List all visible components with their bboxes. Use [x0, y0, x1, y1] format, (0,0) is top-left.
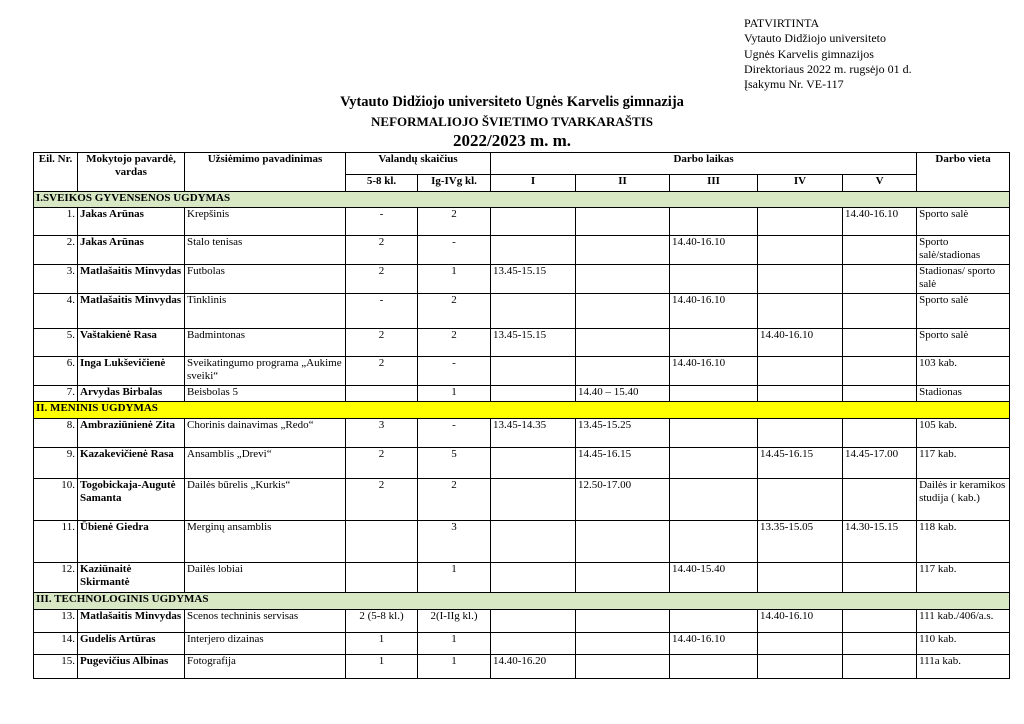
time-day-4 — [758, 294, 843, 329]
table-row — [34, 563, 1010, 593]
time-day-4 — [758, 357, 843, 386]
work-place: 118 kab. — [917, 521, 1010, 563]
teacher-name: Vaštakienė Rasa — [78, 329, 185, 357]
time-day-4 — [758, 386, 843, 402]
time-day-3 — [670, 386, 758, 402]
header-day-5: V — [843, 175, 917, 192]
row-number: 4. — [34, 294, 78, 329]
header-day-3: III — [670, 175, 758, 192]
school-title: Vytauto Didžiojo universiteto Ugnės Karvelis gimnazija — [340, 94, 684, 110]
time-day-3 — [670, 419, 758, 448]
table-row — [34, 208, 1010, 236]
section-title: III. TECHNOLOGINIS UGDYMAS — [34, 593, 1010, 610]
time-day-4: 14.40-16.10 — [758, 329, 843, 357]
time-day-3 — [670, 329, 758, 357]
time-day-2 — [576, 265, 670, 294]
header-grades-ig-ivg: Ig-IVg kl. — [418, 175, 491, 192]
work-place: 111a kab. — [917, 655, 1010, 679]
hours-ig-ivg: 2 — [418, 479, 491, 521]
approval-line: Įsakymu Nr. VE-117 — [744, 77, 844, 92]
time-day-5 — [843, 329, 917, 357]
time-day-1 — [491, 357, 576, 386]
activity-name: Dailės lobiai — [185, 563, 346, 593]
teacher-name: Ūbienė Giedra — [78, 521, 185, 563]
time-day-1: 13.45-15.15 — [491, 265, 576, 294]
time-day-2: 13.45-15.25 — [576, 419, 670, 448]
row-number: 3. — [34, 265, 78, 294]
activity-name: Merginų ansamblis — [185, 521, 346, 563]
row-number: 7. — [34, 386, 78, 402]
work-place: Stadionas/ sporto salė — [917, 265, 1010, 294]
table-row — [34, 329, 1010, 357]
time-day-3: 14.40-16.10 — [670, 633, 758, 655]
approval-line: PATVIRTINTA — [744, 16, 820, 30]
time-day-5: 14.30-15.15 — [843, 521, 917, 563]
header-no: Eil. Nr. — [34, 153, 78, 192]
time-day-4 — [758, 479, 843, 521]
time-day-5 — [843, 655, 917, 679]
time-day-2 — [576, 236, 670, 265]
row-number: 13. — [34, 610, 78, 633]
teacher-name: Pugevičius Albinas — [78, 655, 185, 679]
time-day-2: 12.50-17.00 — [576, 479, 670, 521]
hours-5-8: 2 (5-8 kl.) — [346, 610, 418, 633]
time-day-1: 13.45-14.35 — [491, 419, 576, 448]
activity-name: Ansamblis „Drevi“ — [185, 448, 346, 479]
hours-ig-ivg: 1 — [418, 386, 491, 402]
activity-name: Beisbolas 5 — [185, 386, 346, 402]
hours-ig-ivg: 2 — [418, 208, 491, 236]
header-day-4: IV — [758, 175, 843, 192]
time-day-2 — [576, 357, 670, 386]
row-number: 2. — [34, 236, 78, 265]
time-day-4: 14.40-16.10 — [758, 610, 843, 633]
section-title: I.SVEIKOS GYVENSENOS UGDYMAS — [34, 192, 1010, 208]
time-day-5 — [843, 294, 917, 329]
time-day-3: 14.40-16.10 — [670, 294, 758, 329]
row-number: 5. — [34, 329, 78, 357]
row-number: 6. — [34, 357, 78, 386]
approval-block — [744, 16, 912, 92]
time-day-5 — [843, 610, 917, 633]
hours-5-8: 1 — [346, 655, 418, 679]
time-day-4 — [758, 633, 843, 655]
teacher-name: Kazakevičienė Rasa — [78, 448, 185, 479]
hours-ig-ivg: 1 — [418, 563, 491, 593]
time-day-1 — [491, 563, 576, 593]
teacher-name: Jakas Arūnas — [78, 236, 185, 265]
hours-5-8: 2 — [346, 357, 418, 386]
time-day-2: 14.40 – 15.40 — [576, 386, 670, 402]
time-day-3 — [670, 448, 758, 479]
time-day-5 — [843, 386, 917, 402]
row-number: 14. — [34, 633, 78, 655]
activity-name: Interjero dizainas — [185, 633, 346, 655]
work-place: 110 kab. — [917, 633, 1010, 655]
time-day-2 — [576, 521, 670, 563]
table-row — [34, 448, 1010, 479]
activity-name: Scenos techninis servisas — [185, 610, 346, 633]
time-day-1 — [491, 448, 576, 479]
time-day-5: 14.45-17.00 — [843, 448, 917, 479]
table-row — [34, 479, 1010, 521]
approval-line: Vytauto Didžiojo universiteto — [744, 31, 886, 46]
hours-ig-ivg: 2(I-IIg kl.) — [418, 610, 491, 633]
approval-line: Direktoriaus 2022 m. rugsėjo 01 d. — [744, 61, 912, 76]
hours-ig-ivg: 3 — [418, 521, 491, 563]
time-day-5 — [843, 236, 917, 265]
work-place: 117 kab. — [917, 563, 1010, 593]
header-hours: Valandų skaičius — [346, 153, 491, 175]
section-header-row — [34, 402, 1010, 419]
time-day-1 — [491, 610, 576, 633]
activity-name: Sveikatingumo programa „Aukime sveiki“ — [185, 357, 346, 386]
activity-name: Chorinis dainavimas „Redo“ — [185, 419, 346, 448]
time-day-5 — [843, 357, 917, 386]
time-day-4: 14.45-16.15 — [758, 448, 843, 479]
work-place: Sporto salė — [917, 329, 1010, 357]
school-year: 2022/2023 m. m. — [452, 131, 572, 150]
teacher-name: Jakas Arūnas — [78, 208, 185, 236]
hours-5-8: - — [346, 294, 418, 329]
time-day-1 — [491, 294, 576, 329]
section-title: II. MENINIS UGDYMAS — [34, 402, 1010, 419]
time-day-3 — [670, 655, 758, 679]
teacher-name: Kaziūnaitė Skirmantė — [78, 563, 185, 593]
teacher-name: Gudelis Artūras — [78, 633, 185, 655]
work-place: Sporto salė/stadionas — [917, 236, 1010, 265]
time-day-1: 14.40-16.20 — [491, 655, 576, 679]
table-row — [34, 357, 1010, 386]
time-day-4: 13.35-15.05 — [758, 521, 843, 563]
activity-name: Tinklinis — [185, 294, 346, 329]
teacher-name: Matlašaitis Minvydas — [78, 294, 185, 329]
hours-5-8: 1 — [346, 633, 418, 655]
header-activity: Užsiėmimo pavadinimas — [185, 153, 346, 192]
time-day-5 — [843, 633, 917, 655]
time-day-1 — [491, 386, 576, 402]
time-day-2 — [576, 294, 670, 329]
row-number: 10. — [34, 479, 78, 521]
hours-5-8: 2 — [346, 479, 418, 521]
time-day-2 — [576, 655, 670, 679]
activity-name: Dailės būrelis „Kurkis“ — [185, 479, 346, 521]
activity-name: Futbolas — [185, 265, 346, 294]
time-day-3 — [670, 479, 758, 521]
time-day-1: 13.45-15.15 — [491, 329, 576, 357]
activity-name: Fotografija — [185, 655, 346, 679]
table-row — [34, 386, 1010, 402]
work-place: Dailės ir keramikos studija ( kab.) — [917, 479, 1010, 521]
work-place: Sporto salė — [917, 208, 1010, 236]
time-day-4 — [758, 655, 843, 679]
time-day-3: 14.40-16.10 — [670, 357, 758, 386]
time-day-2: 14.45-16.15 — [576, 448, 670, 479]
time-day-5: 14.40-16.10 — [843, 208, 917, 236]
table-row — [34, 419, 1010, 448]
teacher-name: Togobickaja-Augutė Samanta — [78, 479, 185, 521]
document-subtitle: NEFORMALIOJO ŠVIETIMO TVARKARAŠTIS — [371, 114, 653, 129]
hours-5-8: 2 — [346, 448, 418, 479]
hours-5-8: 2 — [346, 329, 418, 357]
work-place: Sporto salė — [917, 294, 1010, 329]
time-day-1 — [491, 208, 576, 236]
table-row — [34, 265, 1010, 294]
time-day-2 — [576, 610, 670, 633]
table-row — [34, 633, 1010, 655]
time-day-5 — [843, 479, 917, 521]
section-header-row — [34, 192, 1010, 208]
time-day-4 — [758, 236, 843, 265]
table-row — [34, 294, 1010, 329]
work-place: Stadionas — [917, 386, 1010, 402]
row-number: 8. — [34, 419, 78, 448]
hours-ig-ivg: 5 — [418, 448, 491, 479]
table-row — [34, 610, 1010, 633]
hours-ig-ivg: 2 — [418, 329, 491, 357]
hours-ig-ivg: 1 — [418, 265, 491, 294]
hours-5-8 — [346, 386, 418, 402]
time-day-1 — [491, 236, 576, 265]
time-day-5 — [843, 265, 917, 294]
teacher-name: Arvydas Birbalas — [78, 386, 185, 402]
activity-name: Badmintonas — [185, 329, 346, 357]
work-place: 103 kab. — [917, 357, 1010, 386]
work-place: 111 kab./406/a.s. — [917, 610, 1010, 633]
time-day-3 — [670, 265, 758, 294]
teacher-name: Matlašaitis Minvydas — [78, 265, 185, 294]
hours-ig-ivg: 2 — [418, 294, 491, 329]
header-teacher: Mokytojo pavardė, vardas — [78, 153, 185, 192]
time-day-1 — [491, 521, 576, 563]
hours-5-8: 2 — [346, 265, 418, 294]
hours-5-8: 3 — [346, 419, 418, 448]
row-number: 12. — [34, 563, 78, 593]
time-day-2 — [576, 208, 670, 236]
time-day-3 — [670, 521, 758, 563]
hours-ig-ivg: 1 — [418, 655, 491, 679]
time-day-3 — [670, 610, 758, 633]
time-day-2 — [576, 633, 670, 655]
work-place: 117 kab. — [917, 448, 1010, 479]
header-grades-5-8: 5-8 kl. — [346, 175, 418, 192]
teacher-name: Inga Lukševičienė — [78, 357, 185, 386]
hours-5-8 — [346, 563, 418, 593]
activity-name: Stalo tenisas — [185, 236, 346, 265]
row-number: 15. — [34, 655, 78, 679]
hours-5-8: - — [346, 208, 418, 236]
hours-ig-ivg: - — [418, 419, 491, 448]
time-day-1 — [491, 479, 576, 521]
row-number: 9. — [34, 448, 78, 479]
hours-ig-ivg: - — [418, 357, 491, 386]
header-worktime: Darbo laikas — [491, 153, 917, 175]
time-day-2 — [576, 329, 670, 357]
schedule-table — [33, 152, 1010, 679]
time-day-4 — [758, 563, 843, 593]
time-day-5 — [843, 563, 917, 593]
teacher-name: Matlašaitis Minvydas — [78, 610, 185, 633]
table-row — [34, 521, 1010, 563]
teacher-name: Ambraziūnienė Zita — [78, 419, 185, 448]
header-day-2: II — [576, 175, 670, 192]
approval-line: Ugnės Karvelis gimnazijos — [744, 46, 874, 61]
table-row — [34, 236, 1010, 265]
time-day-4 — [758, 265, 843, 294]
time-day-1 — [491, 633, 576, 655]
time-day-2 — [576, 563, 670, 593]
work-place: 105 kab. — [917, 419, 1010, 448]
time-day-3 — [670, 208, 758, 236]
hours-ig-ivg: 1 — [418, 633, 491, 655]
time-day-3: 14.40-15.40 — [670, 563, 758, 593]
header-day-1: I — [491, 175, 576, 192]
time-day-4 — [758, 208, 843, 236]
time-day-4 — [758, 419, 843, 448]
header-place: Darbo vieta — [917, 153, 1010, 192]
row-number: 1. — [34, 208, 78, 236]
activity-name: Krepšinis — [185, 208, 346, 236]
hours-ig-ivg: - — [418, 236, 491, 265]
hours-5-8: 2 — [346, 236, 418, 265]
row-number: 11. — [34, 521, 78, 563]
time-day-5 — [843, 419, 917, 448]
time-day-3: 14.40-16.10 — [670, 236, 758, 265]
table-row — [34, 655, 1010, 679]
hours-5-8 — [346, 521, 418, 563]
section-header-row — [34, 593, 1010, 610]
